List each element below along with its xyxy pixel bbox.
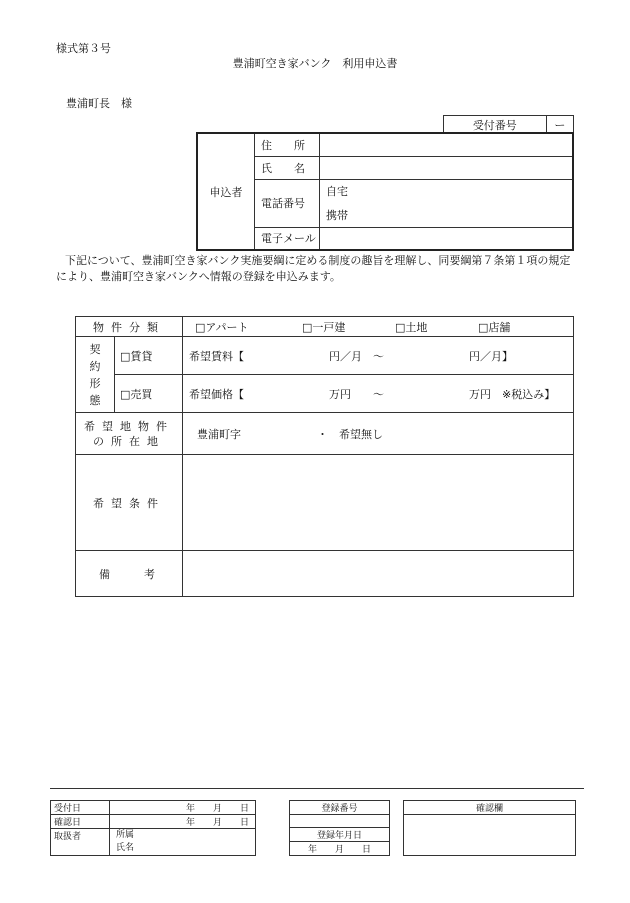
rent-unit-from: 円／月 ～ <box>329 349 384 363</box>
dept-label: 所属 <box>116 830 135 840</box>
addressee: 豊浦町長 様 <box>66 97 132 110</box>
house-checkbox[interactable]: □一戸建 <box>302 320 346 334</box>
reg-number-field[interactable] <box>290 815 390 828</box>
phone-home-label: 自宅 <box>326 185 348 199</box>
sale-unit-to: 万円 ※税込み】 <box>469 387 556 401</box>
name-field[interactable] <box>320 156 574 179</box>
sale-unit-from: 万円 ～ <box>329 387 384 401</box>
location-none: ・ 希望無し <box>317 427 383 441</box>
form-number: 様式第３号 <box>56 42 111 55</box>
confirmed-date-label: 確認日 <box>51 815 110 829</box>
phone-home-field[interactable] <box>320 179 574 203</box>
request-table <box>75 316 574 597</box>
rent-text: 希望賃料【 <box>189 349 244 363</box>
email-field[interactable] <box>320 227 574 250</box>
handler-field[interactable] <box>110 829 256 856</box>
category-options <box>183 317 574 337</box>
location-label <box>76 413 183 455</box>
location-label-line2: の所在地 <box>93 434 165 448</box>
receipt-label: 受付番号 <box>444 116 547 134</box>
name-label-office: 氏名 <box>116 843 135 853</box>
land-checkbox[interactable]: □土地 <box>395 320 428 334</box>
rent-checkbox[interactable]: □賃貸 <box>115 337 183 375</box>
divider <box>50 788 584 789</box>
email-label: 電子メール <box>255 227 320 250</box>
address-label: 住 所 <box>255 133 320 156</box>
category-label: 物件分類 <box>76 317 183 337</box>
apartment-checkbox[interactable]: □アパート <box>195 320 249 334</box>
name-label: 氏 名 <box>255 156 320 179</box>
remarks-label: 備 考 <box>76 551 183 597</box>
office-use-table <box>50 800 256 856</box>
page-title: 豊浦町空き家バンク 利用申込書 <box>232 57 398 70</box>
applicant-header: 申込者 <box>197 133 255 250</box>
reg-date-field[interactable]: 年 月 日 <box>290 842 390 856</box>
confirmed-date-field[interactable]: 年 月 日 <box>110 815 256 829</box>
received-date-field[interactable]: 年 月 日 <box>110 801 256 815</box>
phone-label: 電話番号 <box>255 179 320 227</box>
sale-checkbox[interactable]: □売買 <box>115 375 183 413</box>
confirm-field[interactable] <box>404 815 576 856</box>
contract-label-text: 契約形態 <box>89 342 101 407</box>
shop-checkbox[interactable]: □店舗 <box>478 320 511 334</box>
contract-label <box>76 337 115 413</box>
received-date-label: 受付日 <box>51 801 110 815</box>
confirmation-table <box>403 800 576 856</box>
rent-price-row <box>183 337 574 375</box>
sale-text: 希望価格【 <box>189 387 244 401</box>
receipt-value[interactable]: ー <box>546 116 573 134</box>
registration-table <box>289 800 390 856</box>
address-field[interactable] <box>320 133 574 156</box>
reg-date-label: 登録年月日 <box>290 828 390 842</box>
phone-mobile-field[interactable] <box>320 203 574 227</box>
sale-price-row <box>183 375 574 413</box>
location-label-line1: 希望地物件 <box>84 419 174 433</box>
applicant-table <box>196 132 574 251</box>
declaration-text: 下記について、豊浦町空き家バンク実施要綱に定める制度の趣旨を理解し、同要綱第７条第１項の規定により、豊浦町空き家バンクへ情報の登録を申込みます。 <box>56 254 571 283</box>
rent-unit-to: 円／月】 <box>469 349 513 363</box>
location-field[interactable] <box>183 413 574 455</box>
location-value: 豊浦町字 <box>197 427 241 441</box>
conditions-label: 希望条件 <box>76 455 183 551</box>
phone-mobile-label: 携帯 <box>326 208 348 222</box>
confirm-col-label: 確認欄 <box>404 801 576 815</box>
conditions-field[interactable] <box>183 455 574 551</box>
handler-label: 取扱者 <box>51 829 110 856</box>
reg-number-label: 登録番号 <box>290 801 390 815</box>
remarks-field[interactable] <box>183 551 574 597</box>
